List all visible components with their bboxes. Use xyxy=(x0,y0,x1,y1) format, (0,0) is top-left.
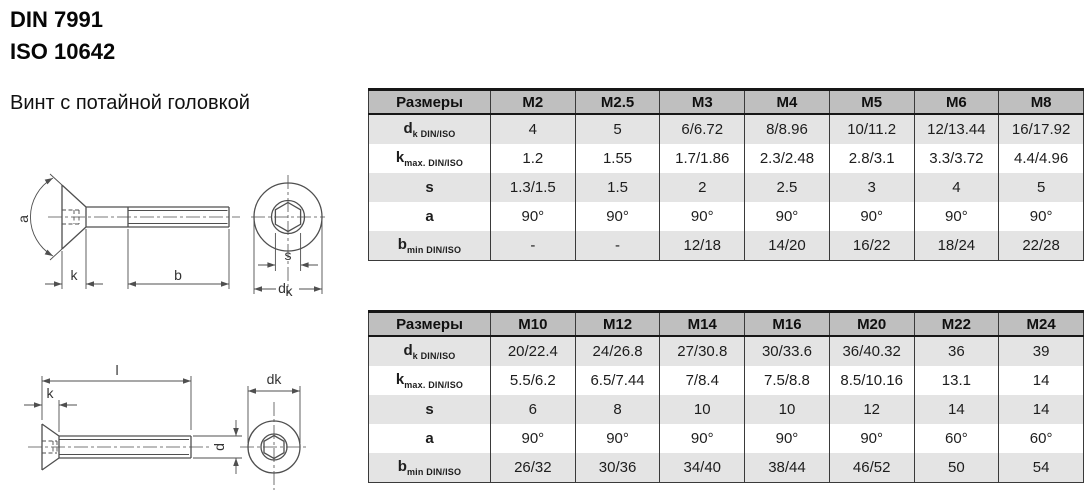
head-dia-label-sub: k xyxy=(285,283,293,299)
param-column-header: Размеры xyxy=(369,312,491,337)
standard-din-title: DIN 7991 xyxy=(10,7,103,32)
value-cell: 16/22 xyxy=(829,231,914,261)
screw-drawing-partial-thread xyxy=(15,158,345,300)
head-dia-label-main: d xyxy=(278,280,286,296)
table-header-row xyxy=(369,312,1084,337)
size-column-header: M8 xyxy=(999,90,1084,115)
thread-length-label: b xyxy=(174,267,182,283)
table-row xyxy=(369,395,1084,424)
value-cell: 6.5/7.44 xyxy=(575,366,660,395)
end-view-centerlines xyxy=(251,175,325,294)
value-cell: 26/32 xyxy=(491,453,576,483)
head-height-dimension xyxy=(24,400,77,432)
standard-iso-title: ISO 10642 xyxy=(10,39,116,64)
value-cell: 10 xyxy=(745,395,830,424)
head-height-label: k xyxy=(70,267,78,283)
value-cell: 90° xyxy=(575,424,660,453)
value-cell: 1.5 xyxy=(575,173,660,202)
value-cell: 12 xyxy=(829,395,914,424)
angle-label: a xyxy=(15,215,31,223)
value-cell: 16/17.92 xyxy=(999,114,1084,144)
table-row xyxy=(369,144,1084,173)
value-cell: 13.1 xyxy=(914,366,999,395)
table-row xyxy=(369,336,1084,366)
param-label: s xyxy=(369,173,491,202)
value-cell: 2.8/3.1 xyxy=(829,144,914,173)
value-cell: 10/11.2 xyxy=(829,114,914,144)
value-cell: 7.5/8.8 xyxy=(745,366,830,395)
size-column-header: M24 xyxy=(999,312,1084,337)
param-label: a xyxy=(369,202,491,231)
table-row xyxy=(369,424,1084,453)
value-cell: 6/6.72 xyxy=(660,114,745,144)
value-cell: 5.5/6.2 xyxy=(491,366,576,395)
end-view-centerlines xyxy=(240,402,308,490)
value-cell: 14 xyxy=(914,395,999,424)
table-row xyxy=(369,202,1084,231)
param-label: s xyxy=(369,395,491,424)
value-cell: 90° xyxy=(660,202,745,231)
value-cell: 4.4/4.96 xyxy=(999,144,1084,173)
value-cell: 3 xyxy=(829,173,914,202)
param-label: $d_{k DIN/ISO}$ xyxy=(369,336,491,366)
size-column-header: M12 xyxy=(575,312,660,337)
value-cell: 6 xyxy=(491,395,576,424)
param-label: a xyxy=(369,424,491,453)
size-column-header: M2.5 xyxy=(575,90,660,115)
value-cell: 2.3/2.48 xyxy=(745,144,830,173)
value-cell: 60° xyxy=(999,424,1084,453)
size-column-header: M3 xyxy=(660,90,745,115)
value-cell: 90° xyxy=(660,424,745,453)
value-cell: 12/13.44 xyxy=(914,114,999,144)
value-cell: 30/33.6 xyxy=(745,336,830,366)
value-cell: 60° xyxy=(914,424,999,453)
param-label: $k_{max. DIN/ISO}$ xyxy=(369,144,491,173)
value-cell: - xyxy=(575,231,660,261)
value-cell: 14 xyxy=(999,366,1084,395)
value-cell: 5 xyxy=(575,114,660,144)
size-column-header: M4 xyxy=(745,90,830,115)
screw-drawing-full-thread xyxy=(10,350,345,498)
value-cell: 3.3/3.72 xyxy=(914,144,999,173)
size-column-header: M16 xyxy=(745,312,830,337)
value-cell: 90° xyxy=(745,424,830,453)
value-cell: 4 xyxy=(491,114,576,144)
value-cell: 90° xyxy=(491,424,576,453)
value-cell: 1.7/1.86 xyxy=(660,144,745,173)
product-name: Винт с потайной головкой xyxy=(10,92,250,114)
table-row xyxy=(369,114,1084,144)
value-cell: 4 xyxy=(914,173,999,202)
value-cell: 50 xyxy=(914,453,999,483)
length-label: l xyxy=(115,362,119,378)
value-cell: 30/36 xyxy=(575,453,660,483)
value-cell: 2.5 xyxy=(745,173,830,202)
head-dia-label: dk xyxy=(266,371,282,387)
param-label: $d_{k DIN/ISO}$ xyxy=(369,114,491,144)
param-label: $b_{min DIN/ISO}$ xyxy=(369,453,491,483)
size-column-header: M6 xyxy=(914,90,999,115)
value-cell: 14/20 xyxy=(745,231,830,261)
value-cell: 90° xyxy=(914,202,999,231)
socket-label: s xyxy=(284,247,292,263)
value-cell: 18/24 xyxy=(914,231,999,261)
table-row xyxy=(369,366,1084,395)
length-dimension xyxy=(42,376,191,430)
value-cell: 36/40.32 xyxy=(829,336,914,366)
size-column-header: M5 xyxy=(829,90,914,115)
table-header-row xyxy=(369,90,1084,115)
value-cell: 22/28 xyxy=(999,231,1084,261)
value-cell: 24/26.8 xyxy=(575,336,660,366)
table-row xyxy=(369,231,1084,261)
shank-dia-label: d xyxy=(211,443,227,451)
size-column-header: M10 xyxy=(491,312,576,337)
head-height-label: k xyxy=(46,385,54,401)
value-cell: 7/8.4 xyxy=(660,366,745,395)
value-cell: 39 xyxy=(999,336,1084,366)
value-cell: 27/30.8 xyxy=(660,336,745,366)
value-cell: 2 xyxy=(660,173,745,202)
value-cell: 46/52 xyxy=(829,453,914,483)
value-cell: 90° xyxy=(745,202,830,231)
value-cell: 90° xyxy=(829,424,914,453)
value-cell: 34/40 xyxy=(660,453,745,483)
value-cell: 36 xyxy=(914,336,999,366)
value-cell: 8.5/10.16 xyxy=(829,366,914,395)
value-cell: 90° xyxy=(491,202,576,231)
value-cell: 38/44 xyxy=(745,453,830,483)
table-row xyxy=(369,453,1084,483)
size-column-header: M20 xyxy=(829,312,914,337)
value-cell: 54 xyxy=(999,453,1084,483)
value-cell: 1.3/1.5 xyxy=(491,173,576,202)
value-cell: 1.2 xyxy=(491,144,576,173)
value-cell: 10 xyxy=(660,395,745,424)
value-cell: 90° xyxy=(575,202,660,231)
value-cell: 1.55 xyxy=(575,144,660,173)
table-row xyxy=(369,173,1084,202)
value-cell: 8 xyxy=(575,395,660,424)
value-cell: - xyxy=(491,231,576,261)
title-block xyxy=(10,4,250,115)
param-label: $k_{max. DIN/ISO}$ xyxy=(369,366,491,395)
size-column-header: M2 xyxy=(491,90,576,115)
value-cell: 90° xyxy=(999,202,1084,231)
value-cell: 12/18 xyxy=(660,231,745,261)
value-cell: 5 xyxy=(999,173,1084,202)
dimensions-table-m10-m24 xyxy=(368,310,1084,483)
param-label: $b_{min DIN/ISO}$ xyxy=(369,231,491,261)
value-cell: 20/22.4 xyxy=(491,336,576,366)
value-cell: 90° xyxy=(829,202,914,231)
size-column-header: M22 xyxy=(914,312,999,337)
size-column-header: M14 xyxy=(660,312,745,337)
value-cell: 8/8.96 xyxy=(745,114,830,144)
dimensions-table-m2-m8 xyxy=(368,88,1084,261)
param-column-header: Размеры xyxy=(369,90,491,115)
value-cell: 14 xyxy=(999,395,1084,424)
